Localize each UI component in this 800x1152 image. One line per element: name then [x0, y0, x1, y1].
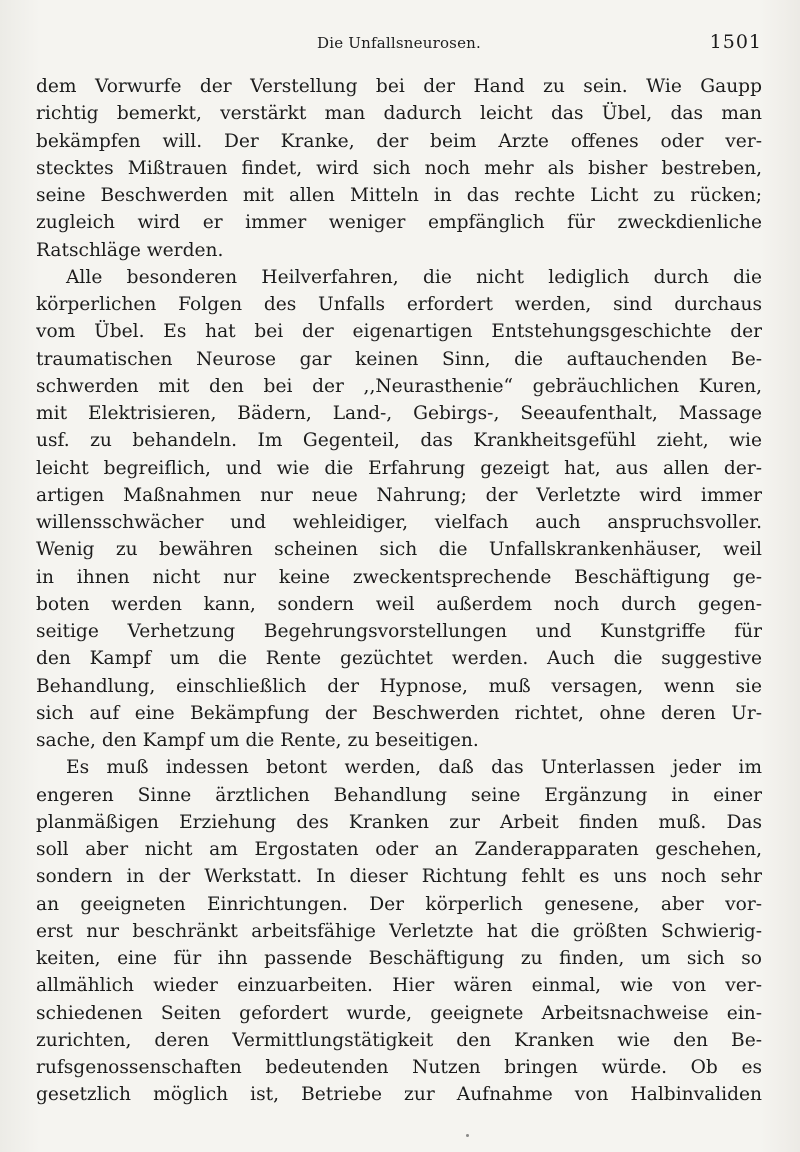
page-header	[36, 31, 762, 58]
text-line: sondern in der Werkstatt. In dieser Richtung fehlt es uns noch sehr	[36, 866, 762, 888]
text-line: Ratschläge werden.	[36, 239, 224, 261]
text-line: gesetzlich möglich ist, Betriebe zur Aufnahme von Halbinvaliden	[36, 1084, 762, 1106]
body-text	[36, 73, 762, 1109]
text-line: willensschwächer und wehleidiger, vielfach auch anspruchsvoller.	[36, 512, 762, 533]
text-line: allmählich wieder einzuarbeiten. Hier wären einmal, wie von ver-	[36, 975, 762, 997]
text-line: in ihnen nicht nur keine zweckentsprechende Beschäftigung ge-	[36, 566, 762, 588]
running-title: Die Unfallsneurosen.	[317, 34, 481, 52]
text-line: traumatischen Neurose gar keinen Sinn, die auftauchenden Be-	[36, 348, 762, 370]
text-line: dem Vorwurfe der Verstellung bei der Hand zu sein. Wie Gaupp	[36, 76, 762, 97]
paragraph-first-line: Es muß indessen betont werden, daß das Unterlassen jeder im	[66, 757, 762, 779]
print-speck	[466, 1134, 469, 1137]
text-line: seitige Verhetzung Begehrungsvorstellungen und Kunstgriffe für	[36, 621, 762, 642]
text-line: usf. zu behandeln. Im Gegenteil, das Krankheitsgefühl zieht, wie	[36, 430, 762, 452]
text-line: artigen Maßnahmen nur neue Nahrung; der Verletzte wird immer	[36, 484, 762, 506]
text-line: Wenig zu bewähren scheinen sich die Unfallskrankenhäuser, weil	[36, 539, 762, 561]
text-line: stecktes Mißtrauen findet, wird sich noch mehr als bisher bestreben,	[36, 157, 762, 179]
text-line: sache, den Kampf um die Rente, zu beseitigen.	[36, 730, 479, 751]
text-line: soll aber nicht am Ergostaten oder an Zanderapparaten geschehen,	[36, 839, 762, 860]
text-line: Behandlung, einschließlich der Hypnose, muß versagen, wenn sie	[36, 675, 762, 697]
text-line: seine Beschwerden mit allen Mitteln in das rechte Licht zu rücken;	[36, 185, 762, 206]
text-line: keiten, eine für ihn passende Beschäftigung zu finden, um sich so	[36, 948, 762, 969]
text-line: körperlichen Folgen des Unfalls erfordert werden, sind durchaus	[36, 294, 762, 315]
text-line: engeren Sinne ärztlichen Behandlung seine Ergänzung in einer	[36, 784, 762, 806]
text-line: den Kampf um die Rente gezüchtet werden. Auch die suggestive	[36, 648, 762, 670]
text-line: sich auf eine Bekämpfung der Beschwerden richtet, ohne deren Ur-	[36, 702, 762, 724]
text-line: an geeigneten Einrichtungen. Der körperlich genesene, aber vor-	[36, 893, 762, 915]
text-line: leicht begreiflich, und wie die Erfahrung gezeigt hat, aus allen der-	[36, 457, 762, 479]
text-line: planmäßigen Erziehung des Kranken zur Arbeit finden muß. Das	[36, 811, 762, 833]
paragraph-first-line: Alle besonderen Heilverfahren, die nicht lediglich durch die	[66, 266, 762, 288]
text-line: bekämpfen will. Der Kranke, der beim Arzte offenes oder ver-	[36, 130, 762, 152]
text-line: schiedenen Seiten gefordert wurde, geeignete Arbeitsnachweise ein-	[36, 1002, 762, 1024]
text-line: richtig bemerkt, verstärkt man dadurch leicht das Übel, das man	[36, 103, 762, 125]
text-line: schwerden mit den bei der ,,Neurasthenie“ gebräuchlichen Kuren,	[36, 375, 762, 397]
text-line: zugleich wird er immer weniger empfänglich für zweckdienliche	[36, 212, 762, 234]
text-line: rufsgenossenschaften bedeutenden Nutzen bringen würde. Ob es	[36, 1057, 762, 1078]
text-line: erst nur beschränkt arbeitsfähige Verletzte hat die größten Schwierig-	[36, 920, 762, 942]
text-line: mit Elektrisieren, Bädern, Land-, Gebirgs-, Seeaufenthalt, Massage	[36, 403, 762, 424]
page-number: 1501	[709, 31, 762, 53]
text-line: vom Übel. Es hat bei der eigenartigen Entstehungsgeschichte der	[36, 321, 762, 343]
text-line: boten werden kann, sondern weil außerdem noch durch gegen-	[36, 593, 762, 615]
text-line: zurichten, deren Vermittlungstätigkeit den Kranken wie den Be-	[36, 1029, 762, 1051]
